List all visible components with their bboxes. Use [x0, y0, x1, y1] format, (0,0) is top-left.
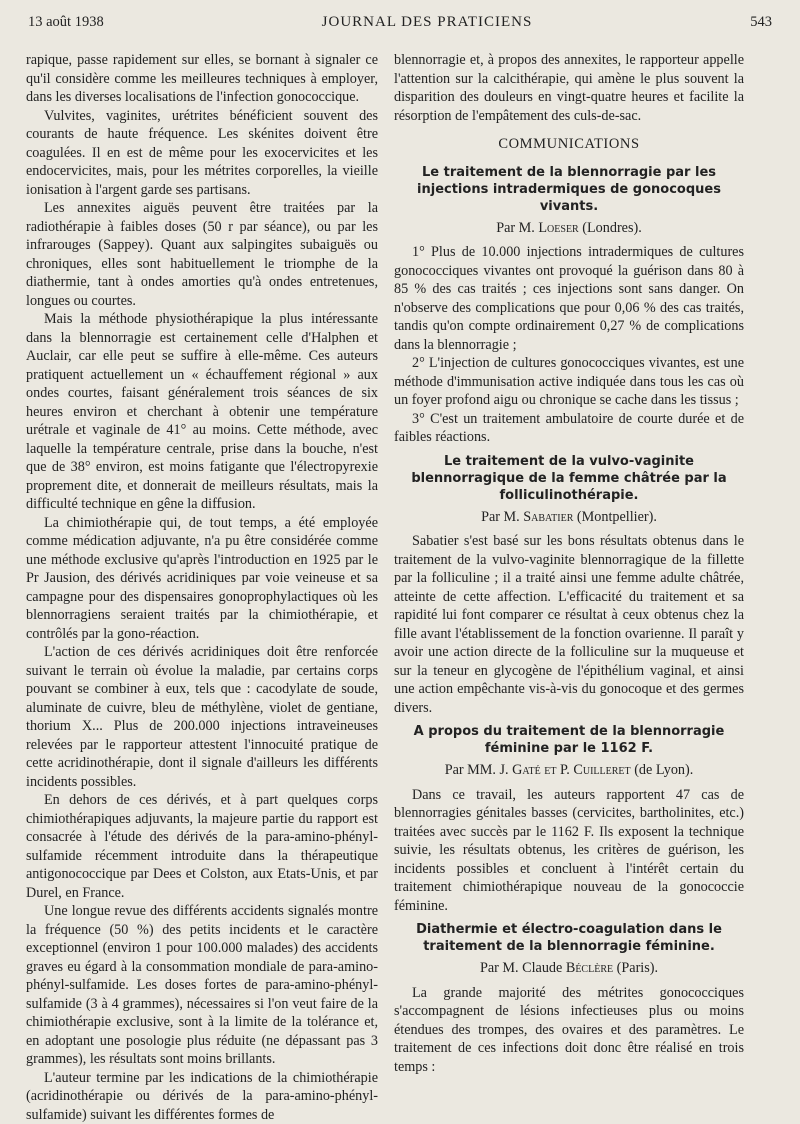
paragraph: Une longue revue des différents accidents signalés montre la fréquence (50 %) des petits incidents et le caractère exceptionnel (environ 1 pour 100.000 malades) des accidents graves eu égard à la consommation mondiale de para-amino-phényl-sulfamide. Les doses fortes de para-amino-phényl-sulfamide (3 à 4 grammes), nécessaires si l'on veut faire de la chimiothérapie exclusive, sont à la limite de la tolérance et, en adoptant une posologie plus réduite (ne dépassant pas 3 grammes), les résultats sont moins brillants.: [26, 902, 378, 1069]
author-place: (Londres).: [582, 220, 642, 236]
byline-prefix: Par MM. J.: [445, 762, 509, 778]
header-page-number: 543: [750, 14, 772, 31]
paragraph: 2° L'injection de cultures gonococciques vivantes, est une méthode d'immunisation active indiquée dans tous les cas où un foyer profond aigu ou chronique se cache dans les tissus ;: [394, 354, 744, 410]
article-1: [394, 164, 744, 447]
left-column: [26, 51, 378, 1124]
article-4: [394, 921, 744, 1076]
running-header: [28, 14, 772, 40]
author-name: Gaté et P. Cuilleret: [512, 762, 631, 778]
byline-prefix: Par M.: [481, 509, 520, 525]
right-column: [394, 51, 744, 1076]
byline-prefix: Par M. Claude: [480, 960, 562, 976]
paragraph: 1° Plus de 10.000 injections intradermiques de cultures gonococciques vivantes ont provoqué la guérison dans 80 à 85 % des cas traités ; ces injections sont sans danger. On n'observe des complications que pour 0,06 % des cas traités, tandis qu'on compte ordinairement 0,27 % de complications dans la blennorragie ;: [394, 243, 744, 354]
paragraph: Vulvites, vaginites, urétrites bénéficient souvent des courants de haute fréquence. Les skénites doivent être coagulées. Il en est de même pour les exocervicites et les endocervicites, mais, pour les métrites corporelles, la vieille ionisation à l'argent garde ses partisans.: [26, 107, 378, 200]
paragraph: L'action de ces dérivés acridiniques doit être renforcée suivant le terrain où évolue la maladie, par certains corps pouvant se combiner à eux, tels que : cacodylate de soude, aluminate de cuivre, bleu de méthylène, violet de gentiane, thorium X... Plus de 200.000 injections intraveineuses relevées par le rapporteur attestent l'innocuité pratique de cette acridinothérapie, dont il signale d'ailleurs les différents incidents possibles.: [26, 643, 378, 791]
author-place: (de Lyon).: [634, 762, 693, 778]
article-byline: [394, 959, 744, 978]
paragraph: La grande majorité des métrites gonococciques s'accompagnent de lésions infectieuses plus ou moins étendues des trompes, des ovaires et des paramètres. Le traitement de ces infections doit donc être réalisé en trois temps :: [394, 984, 744, 1077]
paragraph: Sabatier s'est basé sur les bons résultats obtenus dans le traitement de la vulvo-vaginite blennorragique de la fillette par la folliculine ; il a traité ainsi une femme adulte châtrée, atteinte de cette affection. L'efficacité du traitement et sa rapidité lui font comparer ce résultat à ceux obtenus chez la fille avant l'établissement de la fonction ovarienne. Il paraît y avoir une action directe de la folliculine sur la muqueuse et sur la teneur en glycogène de l'épithélium vaginal, et ainsi une action empêchante vis-à-vis du gonocoque et des germes divers.: [394, 532, 744, 717]
article-byline: [394, 508, 744, 527]
header-date: 13 août 1938: [28, 14, 104, 31]
paragraph: En dehors de ces dérivés, et à part quelques corps chimiothérapiques adjuvants, la majeure partie du rapport est consacrée à l'étude des dérivés de la para-amino-phényl-sulfamide récemment introduite dans la thérapeutique antigonococcique par Dees et Colston, aux Etats-Unis, et par Durel, en France.: [26, 791, 378, 902]
paragraph: L'auteur termine par les indications de la chimiothérapie (acridinothérapie ou dérivés de la para-amino-phényl-sulfamide) suivant les différentes formes de: [26, 1069, 378, 1124]
section-heading: COMMUNICATIONS: [394, 135, 744, 154]
author-place: (Montpellier).: [577, 509, 657, 525]
author-place: (Paris).: [617, 960, 658, 976]
author-name: Sabatier: [523, 509, 573, 525]
paragraph: 3° C'est un traitement ambulatoire de courte durée et de faibles réactions.: [394, 410, 744, 447]
paragraph: Dans ce travail, les auteurs rapportent 47 cas de blennorragies génitales basses (cervicites, bartholinites, etc.) traitées avec succès par le 1162 F. Ils exposent la technique suivie, les résultats obtenus, les critères de guérison, les incidents possibles et concluent à l'intérêt certain du traitement chimiothérapique nouveau de la gonococcie féminine.: [394, 786, 744, 916]
article-title: Diathermie et électro-coagulation dans le traitement de la blennorragie féminine.: [394, 921, 744, 955]
article-2: [394, 453, 744, 718]
article-title: Le traitement de la blennorragie par les injections intradermiques de gonocoques vivants.: [394, 164, 744, 215]
article-title: Le traitement de la vulvo-vaginite blennorragique de la femme châtrée par la folliculinothérapie.: [394, 453, 744, 504]
article-byline: [394, 219, 744, 238]
header-journal-title: JOURNAL DES PRATICIENS: [322, 14, 533, 31]
paragraph: blennorragie et, à propos des annexites, le rapporteur appelle l'attention sur la calcithérapie, qui amène le plus souvent la disparition des douleurs en vingt-quatre heures et facilite la résorption de l'empâtement des culs-de-sac.: [394, 51, 744, 125]
byline-prefix: Par M.: [496, 220, 535, 236]
paragraph: rapique, passe rapidement sur elles, se bornant à signaler ce qu'il considère comme les meilleures techniques à employer, dans les diverses localisations de l'infection gonococcique.: [26, 51, 378, 107]
article-byline: [394, 761, 744, 780]
paragraph: Les annexites aiguës peuvent être traitées par la radiothérapie à faibles doses (50 r par séance), ou par les infrarouges (Sappey). Quant aux salpingites subaiguës ou chroniques, elles sont habituellement le triomphe de la diathermie, tant à ondes amorties qu'à ondes entretenues, longues ou courtes.: [26, 199, 378, 310]
article-title: A propos du traitement de la blennorragie féminine par le 1162 F.: [394, 723, 744, 757]
article-3: [394, 723, 744, 915]
paragraph: Mais la méthode physiothérapique la plus intéressante dans la blennorragie est certainement celle d'Halphen et Auclair, car elle peut se suffire à elle-même. Ces auteurs pratiquent actuellement un « échauffement régional » aux ondes courtes, faisant généralement trois séances de six heures environ et cherchant à obtenir une température urétrale et vaginale de 41° au moins. Cette méthode, avec laquelle la température centrale, prise dans la bouche, n'est que de 38° environ, est moins fatigante que l'électropyrexie proprement dite, et donnerait de meilleurs résultats, mais la difficulté technique en gêne la diffusion.: [26, 310, 378, 514]
author-name: Béclère: [566, 960, 613, 976]
paragraph: La chimiothérapie qui, de tout temps, a été employée comme médication adjuvante, n'a pu être considérée comme une méthode exclusive qu'après l'introduction en 1925 par le Pr Jausion, des dérivés acridiniques par voie veineuse et sa campagne pour des dispensaires gonoprophylactiques où les blennorragiens seraient traités par la chimiothérapie, et contrôlés par la gono-réaction.: [26, 514, 378, 644]
author-name: Loeser: [538, 220, 578, 236]
